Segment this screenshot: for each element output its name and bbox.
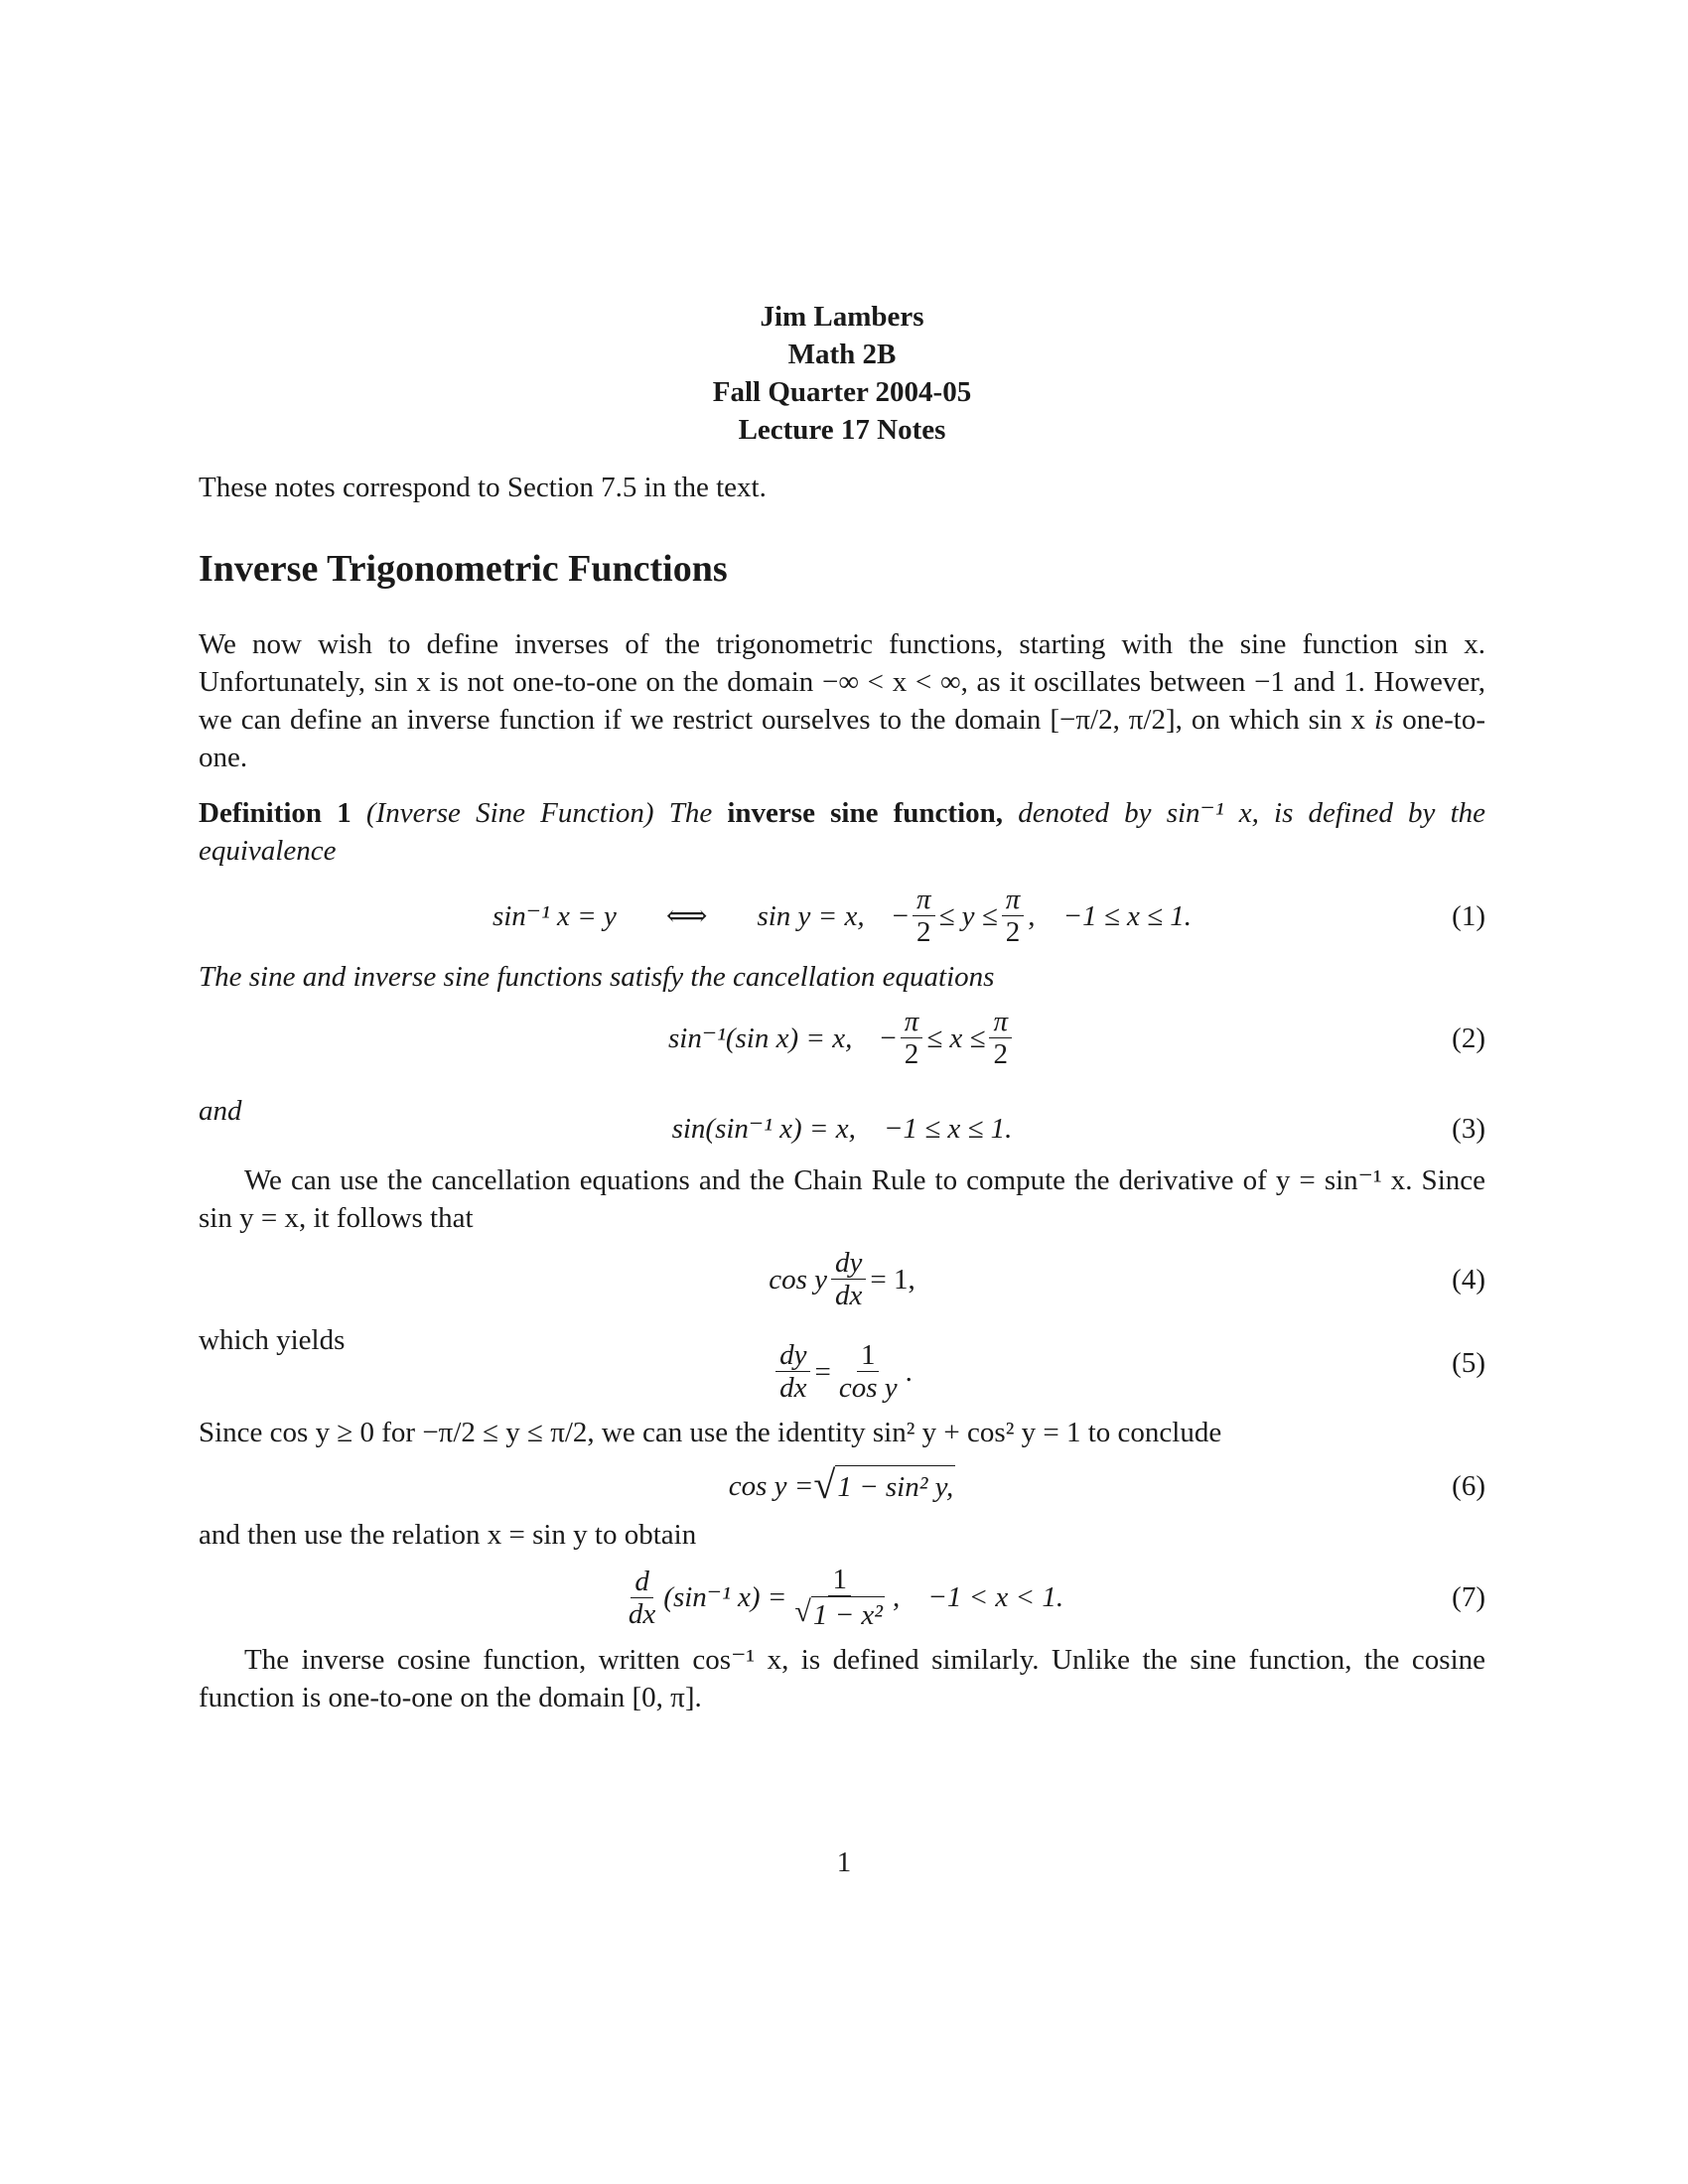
equation-3-math bbox=[672, 1110, 1013, 1148]
eq2-pi-left: π bbox=[901, 1006, 923, 1038]
eq1-part-a: sin y = x, bbox=[757, 899, 865, 932]
course-name: Math 2B bbox=[787, 339, 897, 370]
definition-label: Definition 1 bbox=[199, 797, 352, 829]
eq3-range: −1 ≤ x ≤ 1. bbox=[883, 1113, 1013, 1145]
eq7-range: −1 < x < 1. bbox=[927, 1581, 1064, 1613]
paragraph-chain-rule: We can use the cancellation equations and the Chain Rule to compute the derivative of y = sin⁻¹ x. Since sin y = x, it follows that bbox=[199, 1164, 1485, 1234]
equation-7-math bbox=[621, 1564, 1063, 1631]
document-header bbox=[199, 298, 1485, 449]
equation-number-4: (4) bbox=[1452, 1263, 1485, 1296]
eq5-dy: dy bbox=[775, 1339, 810, 1372]
cancellation-sentence: The sine and inverse sine functions satisfy the cancellation equations bbox=[199, 961, 995, 993]
eq6-lhs: cos y = bbox=[728, 1469, 814, 1502]
eq1-frac-right bbox=[1002, 884, 1025, 948]
equation-1-math bbox=[492, 884, 1192, 948]
eq5-derivative bbox=[775, 1339, 810, 1404]
emphasis-is: is bbox=[1373, 704, 1394, 736]
eq1-comma: , bbox=[1028, 899, 1036, 932]
eq7-radicand: 1 − x² bbox=[811, 1596, 885, 1631]
equation-3 bbox=[199, 1080, 1485, 1148]
eq5-cosy: cos y bbox=[838, 1372, 898, 1404]
eq7-one: 1 bbox=[828, 1564, 851, 1596]
eq5-one: 1 bbox=[857, 1339, 880, 1372]
definition-term: inverse sine function, bbox=[727, 797, 1004, 829]
eq3-text: sin(sin⁻¹ x) = x, bbox=[671, 1113, 856, 1145]
eq4-dx: dx bbox=[835, 1280, 863, 1311]
eq2-two-left: 2 bbox=[904, 1038, 919, 1070]
equation-6-math bbox=[728, 1462, 955, 1507]
eq2-pi-right: π bbox=[989, 1006, 1012, 1038]
eq2-frac-left bbox=[901, 1006, 923, 1070]
eq7-dx: dx bbox=[628, 1597, 656, 1630]
eq7-arg: (sin⁻¹ x) = bbox=[663, 1581, 787, 1613]
eq4-derivative bbox=[831, 1247, 866, 1311]
eq6-sqrt bbox=[813, 1462, 955, 1507]
definition-text-a: The bbox=[668, 797, 713, 829]
cancellation-text bbox=[199, 958, 1485, 996]
equation-number-3: (3) bbox=[1452, 1113, 1485, 1145]
eq2-mid: ≤ x ≤ bbox=[926, 1022, 986, 1054]
eq4-dy: dy bbox=[831, 1247, 866, 1280]
eq7-comma: , bbox=[893, 1581, 901, 1613]
eq4-lhs: cos y bbox=[769, 1263, 828, 1296]
eq5-equals: = bbox=[814, 1355, 831, 1388]
equation-4 bbox=[199, 1247, 1485, 1311]
page-content bbox=[199, 298, 1485, 1716]
eq1-iff: ⟺ bbox=[665, 899, 708, 932]
paragraph-intro-sine bbox=[199, 625, 1485, 776]
eq5-fraction bbox=[835, 1339, 902, 1404]
eq1-minus: − bbox=[892, 899, 909, 932]
paragraph-identity: Since cos y ≥ 0 for −π/2 ≤ y ≤ π/2, we can use the identity sin² y + cos² y = 1 to conclude bbox=[199, 1417, 1222, 1448]
equation-2 bbox=[199, 1006, 1485, 1070]
eq4-rhs: = 1, bbox=[870, 1263, 915, 1296]
eq2-minus: − bbox=[880, 1022, 897, 1054]
equation-7 bbox=[199, 1564, 1485, 1631]
equation-5 bbox=[199, 1321, 1485, 1404]
equation-4-math bbox=[769, 1247, 915, 1311]
definition-name: (Inverse Sine Function) bbox=[365, 797, 654, 829]
page-number: 1 bbox=[836, 1846, 852, 1878]
equation-number-7: (7) bbox=[1452, 1581, 1485, 1613]
definition-text-b: denoted by sin⁻¹ x, is defined by the equivalence bbox=[199, 797, 1486, 867]
equation-6 bbox=[199, 1462, 1485, 1507]
definition-block bbox=[199, 794, 1485, 870]
intro-text: These notes correspond to Section 7.5 in the text. bbox=[199, 472, 767, 503]
eq7-sqrt bbox=[790, 1596, 889, 1631]
eq2-lhs: sin⁻¹(sin x) = x, bbox=[668, 1022, 853, 1054]
eq5-dx: dx bbox=[779, 1372, 807, 1404]
lecture-title: Lecture 17 Notes bbox=[738, 414, 946, 446]
equation-number-2: (2) bbox=[1452, 1022, 1485, 1054]
author-name: Jim Lambers bbox=[760, 301, 924, 333]
equation-number-6: (6) bbox=[1452, 1469, 1485, 1502]
equation-number-5: (5) bbox=[1452, 1346, 1485, 1379]
eq1-two-right: 2 bbox=[1005, 916, 1021, 948]
equation-2-math bbox=[668, 1006, 1016, 1070]
paragraph-intro-sine-text: We now wish to define inverses of the trigonometric functions, starting with the sine function sin x. Unfortunately, sin x is not one-to-one on the domain −∞ < x < ∞, as it oscillates between −1 and 1. However, we can define an inverse function if we restrict ourselves to the domain [−π/2, π/2], on which sin x bbox=[199, 628, 1485, 736]
radical-sign-icon: √ bbox=[813, 1462, 836, 1507]
paragraph-relation: and then use the relation x = sin y to obtain bbox=[199, 1519, 697, 1551]
eq7-d: d bbox=[631, 1566, 653, 1598]
eq5-dot: . bbox=[905, 1355, 913, 1388]
eq1-frac-left bbox=[913, 884, 935, 948]
paragraph-inverse-cosine: The inverse cosine function, written cos⁻¹ x, is defined similarly. Unlike the sine function, the cosine function is one-to-one on the domain [0, π]. bbox=[199, 1644, 1485, 1713]
eq6-radicand: 1 − sin² y, bbox=[835, 1465, 955, 1506]
eq1-mid: ≤ y ≤ bbox=[938, 899, 998, 932]
term-name: Fall Quarter 2004-05 bbox=[712, 376, 972, 408]
radical-sign-icon: √ bbox=[794, 1595, 811, 1628]
eq2-frac-right bbox=[989, 1006, 1012, 1070]
eq2-two-right: 2 bbox=[993, 1038, 1008, 1070]
eq1-pi-right: π bbox=[1002, 884, 1025, 916]
eq1-range: −1 ≤ x ≤ 1. bbox=[1062, 899, 1193, 932]
equation-1 bbox=[199, 884, 1485, 948]
and-connector: and bbox=[199, 1095, 242, 1127]
eq1-pi-left: π bbox=[913, 884, 935, 916]
equation-number-1: (1) bbox=[1452, 899, 1485, 932]
eq7-fraction bbox=[790, 1564, 889, 1631]
equation-5-math bbox=[772, 1321, 913, 1404]
eq1-lhs: sin⁻¹ x = y bbox=[492, 899, 617, 932]
which-yields-text: which yields bbox=[199, 1324, 346, 1356]
eq1-two-left: 2 bbox=[915, 916, 931, 948]
paragraph-intro-sine-end: one-to-one. bbox=[199, 704, 1485, 773]
section-title: Inverse Trigonometric Functions bbox=[199, 548, 728, 590]
eq7-derivative bbox=[625, 1566, 659, 1630]
